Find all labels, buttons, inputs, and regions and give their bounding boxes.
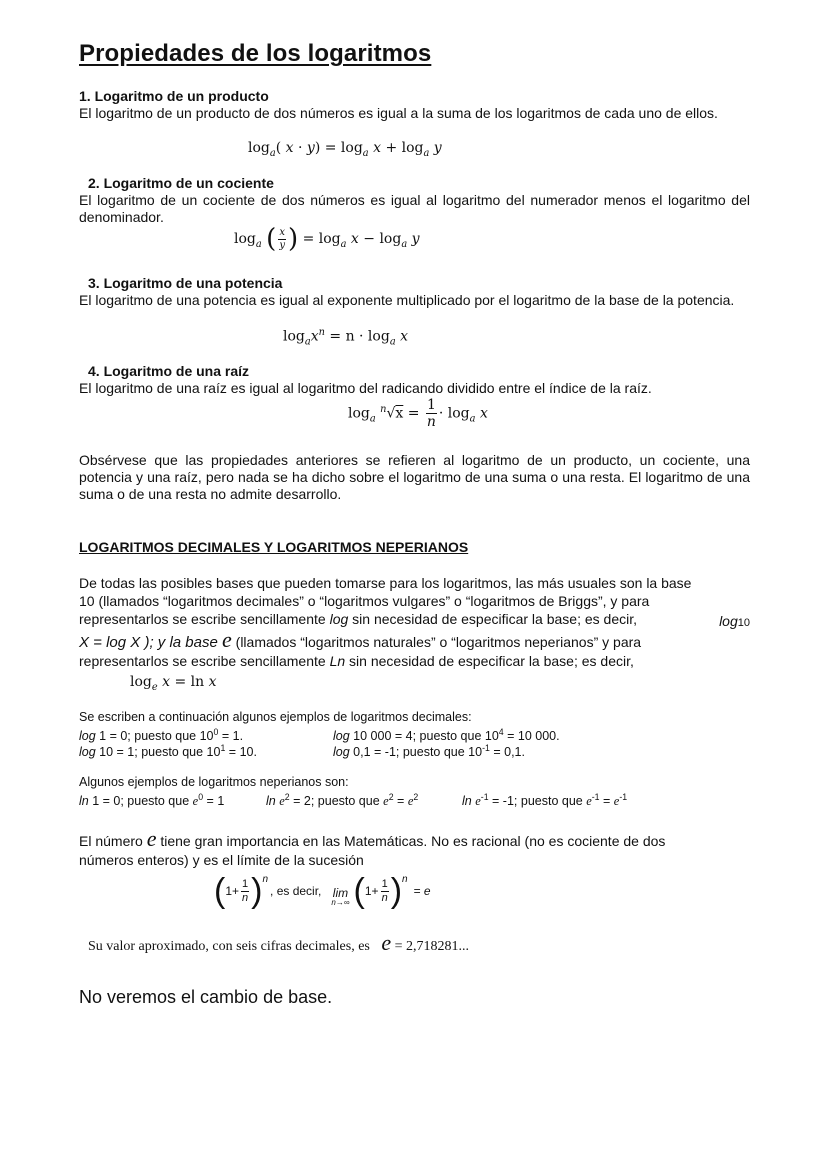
section-2-formula: $\log_a$ ( $\frac{x}{y}$ ) = $\log_a x - \log_a y$ (234, 224, 420, 254)
decimal-neperian-heading: LOGARITMOS DECIMALES Y LOGARITMOS NEPERIANOS (79, 539, 469, 555)
bases-line-2: 10 (llamados “logaritmos decimales” o “logaritmos vulgares” o “logaritmos de Briggs”, y para (79, 593, 650, 609)
section-1-formula: $\log_a$( $x \cdot y) = \log_a x + \log_a y$ (248, 140, 442, 159)
decimal-examples-intro: Se escriben a continuación algunos ejemplos de logaritmos decimales: (79, 710, 472, 724)
number-e-line-2: números enteros) y es el límite de la sucesión (79, 852, 364, 868)
closing-text: No veremos el cambio de base. (79, 987, 333, 1007)
es-decir-text: , es decir, (270, 884, 322, 898)
ln-formula: $\log_e x = \ln x$ (130, 674, 217, 693)
section-4-formula: $\log_a ^n√x$ = $\frac{1}{n}$ · $\log_a x$ (348, 397, 488, 430)
number-e-line-1: El número e tiene gran importancia en las Matemáticas. No es racional (no es cociente de dos (79, 826, 666, 851)
section-1-text: El logaritmo de un producto de dos números es igual a la suma de los logaritmos de cada uno de ellos. (79, 105, 718, 121)
section-3-formula: $\log_ax^n = n \cdot \log_a x$ (283, 327, 409, 348)
neperian-examples-intro: Algunos ejemplos de logaritmos neperianos son: (79, 775, 349, 789)
section-4-text: El logaritmo de una raíz es igual al logaritmo del radicando dividido entre el índice de la raíz. (79, 380, 652, 396)
section-3-heading: 3. Logaritmo de una potencia (88, 275, 283, 291)
observation-paragraph: Obsérvese que las propiedades anteriores se refieren al logaritmo de un producto, un cociente, una potencia y una raíz, pero nada se ha dicho sobre el logaritmo de una suma o una resta. El logaritmo de una suma o de una resta no admite desarrollo. (79, 452, 750, 502)
page-title: Propiedades de los logaritmos (79, 40, 432, 67)
decimal-example-3: log 10 = 1; puesto que $10^1 = 10$. (79, 743, 257, 760)
decimal-example-1: log 1 = 0; puesto que $10^0 = 1$. (79, 727, 244, 744)
neperian-example-2: $\ln e^2 = 2$; puesto que $e^2 = e^2$ (266, 792, 419, 809)
bases-line-3: representarlos se escribe sencillamente log sin necesidad de especificar la base; es decir, log10 (79, 610, 750, 628)
bases-line-5: representarlos se escribe sencillamente Ln sin necesidad de especificar la base; es decir, (79, 653, 634, 669)
e-approximation: Su valor aproximado, con seis cifras decimales, es e = 2,718281... (88, 930, 470, 955)
bases-line-4: X = log X ); y la base e (llamados “logaritmos naturales” o “logaritmos neperianos” y para (79, 627, 642, 652)
section-1-heading: 1. Logaritmo de un producto (79, 88, 269, 104)
sequence-formula: ( 1+ $\frac{1}{n}$ ) $^n$ , es decir, lim n→∞ ( 1+ $\frac{1}{n}$ ) $^n$ = e (214, 872, 431, 910)
section-4-heading: 4. Logaritmo de una raíz (88, 363, 250, 379)
section-3-text: El logaritmo de una potencia es igual al exponente multiplicado por el logaritmo de la base de la potencia. (79, 292, 735, 308)
decimal-example-4: log 0,1 = -1; puesto que $10^{-1} = 0,1$. (333, 743, 525, 760)
neperian-example-3: $\ln e^{-1} = -1$; puesto que $e^{-1} = e^{-1}$ (462, 792, 628, 809)
section-2-text: El logaritmo de un cociente de dos números es igual al logaritmo del numerador menos el logaritmo del denominador. (79, 192, 750, 225)
neperian-example-1: ln 1 = 0; puesto que $e^0 = 1$ (79, 792, 225, 809)
number-e-paragraph (79, 826, 750, 870)
section-2-heading: 2. Logaritmo de un cociente (88, 175, 274, 191)
bases-paragraph (79, 574, 750, 670)
decimal-example-2: log 10 000 = 4; puesto que $10^4 = 10$ 000. (333, 727, 560, 744)
log10-label: log10 (719, 613, 750, 629)
bases-line-1: De todas las posibles bases que pueden tomarse para los logaritmos, las más usuales son la base (79, 575, 692, 591)
limit-operator: lim n→∞ (331, 886, 350, 907)
